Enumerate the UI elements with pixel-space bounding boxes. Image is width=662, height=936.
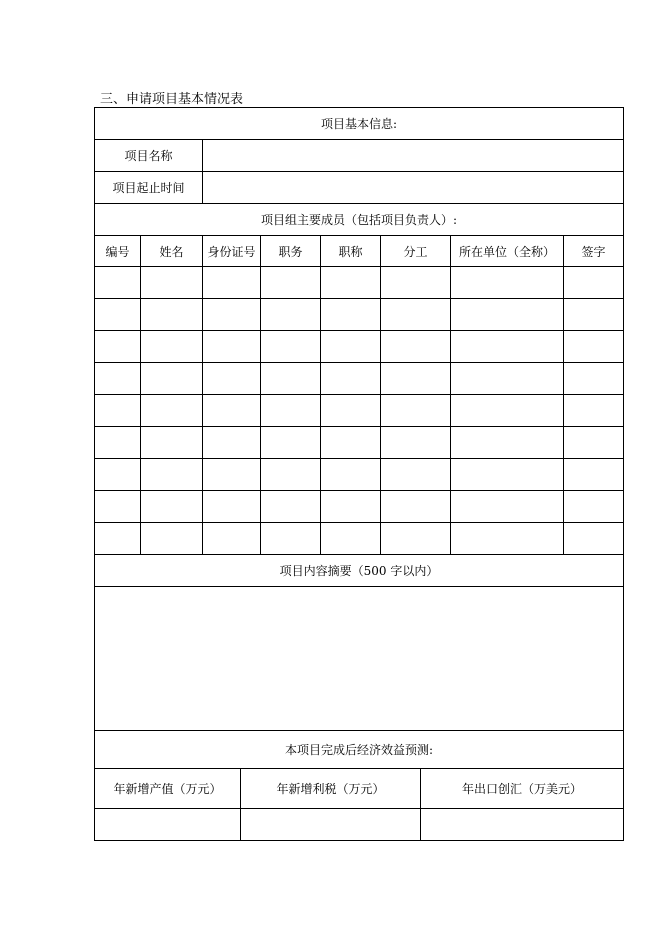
member-cell[interactable] [203,459,261,491]
member-cell[interactable] [451,331,564,363]
benefit-header-output: 年新增产值（万元） [95,769,241,809]
member-cell[interactable] [95,523,141,555]
benefit-tax-field[interactable] [241,809,421,841]
member-cell[interactable] [95,299,141,331]
member-cell[interactable] [95,427,141,459]
members-title: 项目组主要成员（包括项目负责人）: [95,204,624,236]
member-cell[interactable] [141,491,203,523]
member-cell[interactable] [203,395,261,427]
project-name-label: 项目名称 [95,140,203,172]
member-cell[interactable] [141,363,203,395]
member-cell[interactable] [564,523,624,555]
member-cell[interactable] [321,459,381,491]
member-cell[interactable] [261,299,321,331]
col-header-title: 职称 [321,236,381,267]
member-cell[interactable] [141,331,203,363]
member-cell[interactable] [321,491,381,523]
member-cell[interactable] [564,491,624,523]
member-cell[interactable] [261,523,321,555]
member-row [95,267,624,299]
member-cell[interactable] [564,267,624,299]
basic-info-title: 项目基本信息: [95,108,624,140]
col-header-id-number: 身份证号 [203,236,261,267]
col-header-organization: 所在单位（全称） [451,236,564,267]
member-cell[interactable] [261,267,321,299]
page-heading: 三、申请项目基本情况表 [100,92,244,107]
member-cell[interactable] [381,299,451,331]
member-cell[interactable] [564,299,624,331]
member-cell[interactable] [203,331,261,363]
member-cell[interactable] [203,523,261,555]
member-cell[interactable] [141,459,203,491]
member-cell[interactable] [564,331,624,363]
member-cell[interactable] [564,427,624,459]
summary-content-field[interactable] [95,587,624,731]
member-cell[interactable] [95,331,141,363]
members-header-row [95,236,624,267]
member-cell[interactable] [321,523,381,555]
member-row [95,491,624,523]
project-name-field[interactable] [203,140,624,172]
member-cell[interactable] [321,331,381,363]
benefit-export-field[interactable] [421,809,624,841]
member-cell[interactable] [95,363,141,395]
member-row [95,395,624,427]
member-cell[interactable] [321,267,381,299]
member-cell[interactable] [141,427,203,459]
benefits-header-row [95,769,624,809]
member-cell[interactable] [381,491,451,523]
member-row [95,299,624,331]
member-row [95,523,624,555]
col-header-signature: 签字 [564,236,624,267]
member-cell[interactable] [95,267,141,299]
member-cell[interactable] [321,299,381,331]
form-table-main [94,107,624,769]
member-cell[interactable] [451,427,564,459]
member-row [95,331,624,363]
member-cell[interactable] [95,395,141,427]
member-cell[interactable] [141,267,203,299]
member-cell[interactable] [141,523,203,555]
member-cell[interactable] [381,459,451,491]
application-form [94,107,623,837]
member-cell[interactable] [564,363,624,395]
project-period-label: 项目起止时间 [95,172,203,204]
member-cell[interactable] [321,427,381,459]
member-cell[interactable] [261,491,321,523]
member-cell[interactable] [261,427,321,459]
member-cell[interactable] [203,491,261,523]
member-cell[interactable] [564,395,624,427]
member-row [95,363,624,395]
member-cell[interactable] [203,267,261,299]
member-cell[interactable] [381,395,451,427]
member-cell[interactable] [451,491,564,523]
col-header-name: 姓名 [141,236,203,267]
member-row [95,459,624,491]
member-row [95,427,624,459]
member-cell[interactable] [203,427,261,459]
member-cell[interactable] [381,267,451,299]
member-cell[interactable] [261,459,321,491]
col-header-position: 职务 [261,236,321,267]
member-cell[interactable] [451,267,564,299]
member-cell[interactable] [381,331,451,363]
member-cell[interactable] [451,395,564,427]
member-cell[interactable] [95,491,141,523]
member-cell[interactable] [451,523,564,555]
member-cell[interactable] [261,395,321,427]
benefits-value-row [95,809,624,841]
benefit-header-tax: 年新增利税（万元） [241,769,421,809]
benefit-header-export: 年出口创汇（万美元） [421,769,624,809]
member-cell[interactable] [95,459,141,491]
project-period-field[interactable] [203,172,624,204]
member-cell[interactable] [141,395,203,427]
member-cell[interactable] [321,395,381,427]
col-header-division: 分工 [381,236,451,267]
member-cell[interactable] [451,363,564,395]
col-header-number: 编号 [95,236,141,267]
form-table-benefits [94,768,624,841]
member-cell[interactable] [203,363,261,395]
summary-title: 项目内容摘要（500 字以内） [95,555,624,587]
benefit-output-field[interactable] [95,809,241,841]
member-cell[interactable] [141,299,203,331]
member-cell[interactable] [261,331,321,363]
member-cell[interactable] [564,459,624,491]
member-cell[interactable] [381,523,451,555]
member-cell[interactable] [381,363,451,395]
member-cell[interactable] [451,299,564,331]
benefits-title: 本项目完成后经济效益预测: [95,731,624,769]
member-cell[interactable] [261,363,321,395]
member-cell[interactable] [451,459,564,491]
member-cell[interactable] [381,427,451,459]
member-cell[interactable] [203,299,261,331]
member-cell[interactable] [321,363,381,395]
